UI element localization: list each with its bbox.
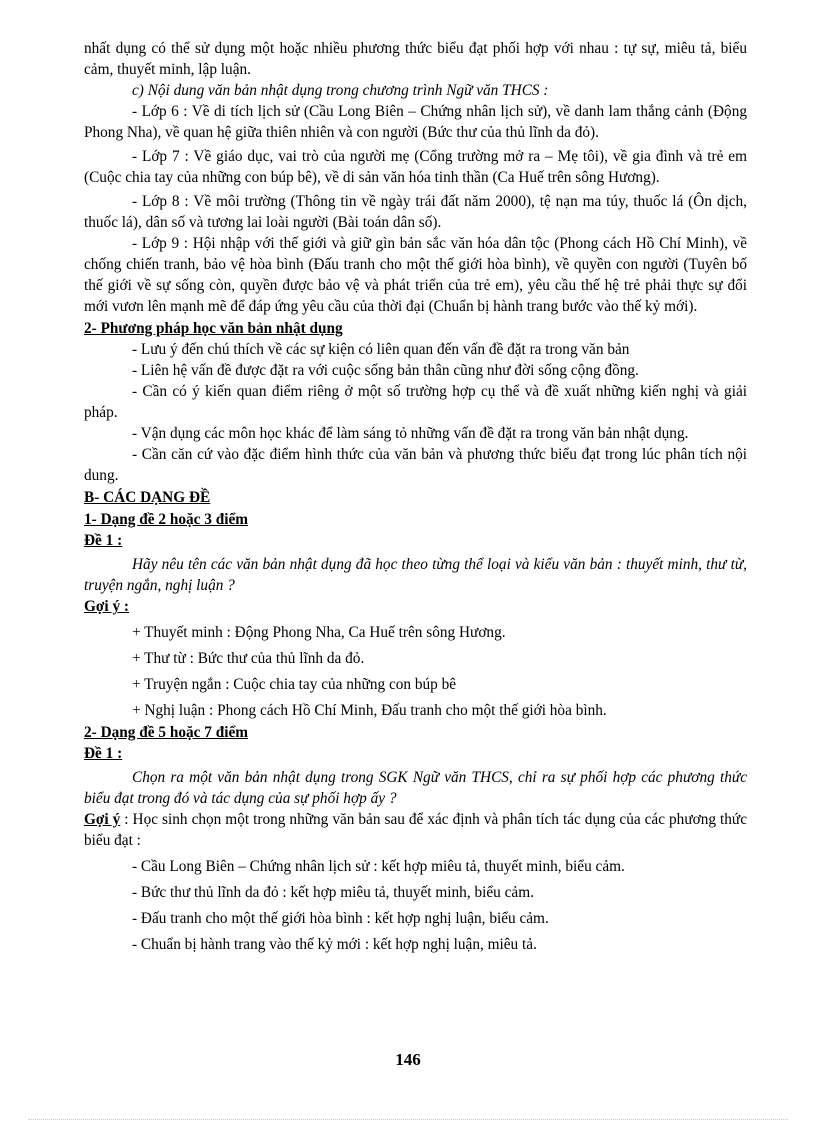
- page-bottom-rule: [28, 1119, 788, 1120]
- hint2-answer: - Cầu Long Biên – Chứng nhân lịch sử : kết hợp miêu tả, thuyết minh, biểu cảm.: [132, 858, 625, 875]
- hint2-label: Gợi ý: [84, 811, 121, 828]
- exercise1-question: Hãy nêu tên các văn bản nhật dụng đã học theo từng thể loại và kiểu văn bản : thuyết minh, thư từ, truyện ngắn, nghị luận ?: [84, 556, 747, 594]
- type2-heading: 2- Dạng đề 5 hoặc 7 điểm: [84, 724, 249, 741]
- method-item: - Vận dụng các môn học khác để làm sáng tỏ những vấn đề đặt ra trong văn bản nhật dụng.: [132, 425, 689, 442]
- part-b-heading: B- CÁC DẠNG ĐỀ: [84, 489, 211, 506]
- hint2-answer: - Đấu tranh cho một thế giới hòa bình : kết hợp nghị luận, biểu cảm.: [132, 910, 549, 927]
- exercise2-question: Chọn ra một văn bản nhật dụng trong SGK Ngữ văn THCS, chỉ ra sự phối hợp các phương thức biểu đạt trong đó và tác dụng của sự phối hợp ấy ?: [84, 769, 747, 807]
- grade6-paragraph: - Lớp 6 : Về di tích lịch sử (Cầu Long Biên – Chứng nhân lịch sử), về danh lam thắng cảnh (Động Phong Nha), về quan hệ giữa thiên nhiên và con người (Bức thư của thủ lĩnh da đỏ).: [84, 103, 747, 141]
- method-item: - Liên hệ vấn đề được đặt ra với cuộc sống bản thân cũng như đời sống cộng đồng.: [132, 362, 639, 379]
- hint1-answer: + Nghị luận : Phong cách Hồ Chí Minh, Đấu tranh cho một thế giới hòa bình.: [132, 702, 607, 719]
- grade9-paragraph: - Lớp 9 : Hội nhập với thế giới và giữ gìn bản sắc văn hóa dân tộc (Phong cách Hồ Chí Minh), về chống chiến tranh, bảo vệ hòa bình (Đấu tranh cho một thế giới hòa bình), về quyền con người (Tuyên bố thế giới về sự sống còn, quyền được bảo vệ và phát triển của trẻ em), yêu cầu thế hệ trẻ phải thực sự đổi mới vươn lên mạnh mẽ để đáp ứng yêu cầu của thời đại (Chuẩn bị hành trang bước vào thế kỷ mới).: [84, 235, 747, 315]
- hint1-answer: + Truyện ngắn : Cuộc chia tay của những con búp bê: [132, 676, 457, 693]
- hint1-answer: + Thư từ : Bức thư của thủ lĩnh da đỏ.: [132, 650, 365, 667]
- page-body: [84, 38, 747, 955]
- hint2-text: : Học sinh chọn một trong những văn bản sau để xác định và phân tích tác dụng của các phương thức biểu đạt :: [84, 811, 747, 849]
- subheading-c: c) Nội dung văn bản nhật dụng trong chương trình Ngữ văn THCS :: [132, 82, 549, 99]
- hint1-answer: + Thuyết minh : Động Phong Nha, Ca Huế trên sông Hương.: [132, 624, 506, 641]
- method-item: - Lưu ý đến chú thích về các sự kiện có liên quan đến vấn đề đặt ra trong văn bản: [132, 341, 630, 358]
- hint2-answer: - Bức thư thủ lĩnh da đỏ : kết hợp miêu tả, thuyết minh, biểu cảm.: [132, 884, 534, 901]
- exercise2-label: Đề 1 :: [84, 745, 123, 762]
- hint2-answer: - Chuẩn bị hành trang vào thế kỷ mới : kết hợp nghị luận, miêu tả.: [132, 936, 537, 953]
- hint2-paragraph: [84, 809, 747, 851]
- grade7-paragraph: - Lớp 7 : Về giáo dục, vai trò của người mẹ (Cổng trường mở ra – Mẹ tôi), về gia đình và trẻ em (Cuộc chia tay của những con búp bê), về di sản văn hóa tinh thần (Ca Huế trên sông Hương).: [84, 148, 747, 186]
- exercise1-label: Đề 1 :: [84, 532, 123, 549]
- grade8-paragraph: - Lớp 8 : Về môi trường (Thông tin về ngày trái đất năm 2000), tệ nạn ma túy, thuốc lá (Ôn dịch, thuốc lá), dân số và tương lai loài người (Bài toán dân số).: [84, 193, 747, 231]
- type1-heading: 1- Dạng đề 2 hoặc 3 điểm: [84, 511, 249, 528]
- intro-paragraph: nhất dụng có thể sử dụng một hoặc nhiều phương thức biểu đạt phối hợp với nhau : tự sự, miêu tả, biểu cảm, thuyết minh, lập luận.: [84, 40, 747, 78]
- page-number: 146: [395, 1050, 421, 1069]
- method-item: - Cần căn cứ vào đặc điểm hình thức của văn bản và phương thức biểu đạt trong lúc phân tích nội dung.: [84, 446, 747, 484]
- section-2-heading: 2- Phương pháp học văn bản nhật dụng: [84, 320, 343, 337]
- hint1-label: Gợi ý :: [84, 598, 130, 615]
- method-item: - Cần có ý kiến quan điểm riêng ở một số trường hợp cụ thể và đề xuất những kiến nghị và giải pháp.: [84, 383, 747, 421]
